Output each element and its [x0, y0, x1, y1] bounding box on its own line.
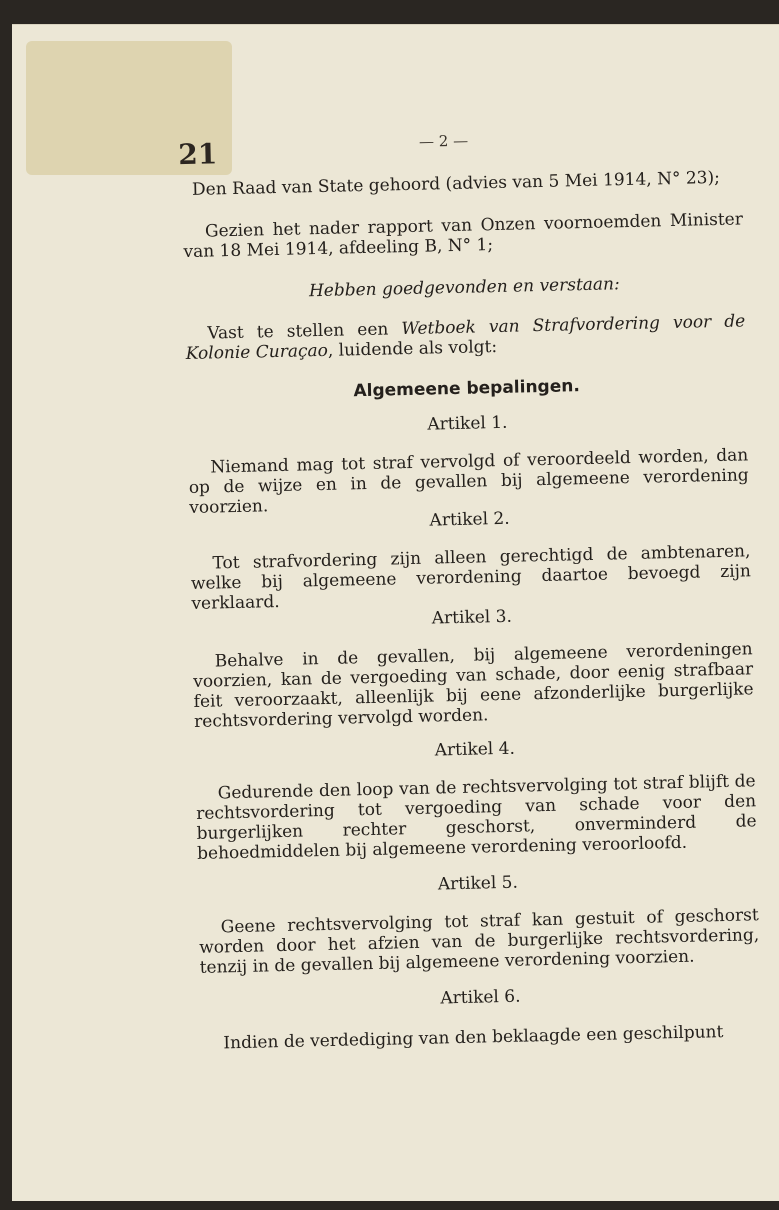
section-heading: Algemeene bepalingen. — [353, 376, 581, 402]
article-4-title: Artikel 4. — [434, 738, 516, 761]
page-marker: — 2 — — [418, 131, 469, 151]
article-2-text: Tot strafvordering zijn alleen gerechtigd de ambtenaren, welke bij algemeene verordening daartoe bevoegd zijn verklaard. — [190, 541, 752, 614]
article-3-text: Behalve in de gevallen, bij algemeene verordeningen voorzien, kan de vergoeding van schade, door eenig strafbaar feit veroorzaakt, alleenlijk bij eene afzonderlijke burgerlijke rechtsvordering vervolgd worden. — [193, 639, 754, 732]
article-6-text: Indien de verdediging van den beklaagde een geschilpunt — [223, 1022, 724, 1054]
paragraph-raad: Den Raad van State gehoord (advies van 5 Mei 1914, N° 23); — [191, 167, 721, 200]
vast-prefix: Vast te stellen een — [207, 319, 402, 344]
code-title: Wetboek van Strafvordering voor de Kolonie Curaçao — [185, 311, 746, 365]
article-4-text: Gedurende den loop van de rechtsvervolging tot straf blijft de rechtsvordering tot vergoeding van schade voor den burgerlijken rechter geschorst, onverminderd de behoedmiddelen bij algemeene verordening veroorloofd. — [196, 771, 757, 864]
paragraph-gezien: Gezien het nader rapport van Onzen voornoemden Minister van 18 Mei 1914, afdeeling B, N° 1; — [183, 209, 744, 263]
document-page — [12, 24, 779, 1201]
article-2-title: Artikel 2. — [429, 508, 510, 531]
page-content — [0, 17, 779, 1210]
page-number: 21 — [177, 137, 218, 172]
article-5-text: Geene rechtsvervolging tot straf kan gestuit of geschorst worden door het afzien van de burgerlijke rechtsvordering, tenzij in de gevallen bij algemeene verordening voorzien. — [199, 905, 760, 978]
enacting-formula: Hebben goedgevonden en verstaan: — [308, 274, 620, 302]
article-6-title: Artikel 6. — [440, 986, 521, 1009]
paragraph-vast — [185, 311, 746, 364]
article-1-title: Artikel 1. — [427, 412, 508, 435]
vast-suffix: , luidende als volgt: — [327, 336, 498, 361]
article-5-title: Artikel 5. — [437, 872, 519, 895]
article-3-title: Artikel 3. — [431, 606, 513, 629]
article-1-text: Niemand mag tot straf vervolgd of veroordeeld worden, dan op de wijze en in de gevallen bij algemeene verordening voorzien. — [188, 445, 749, 519]
